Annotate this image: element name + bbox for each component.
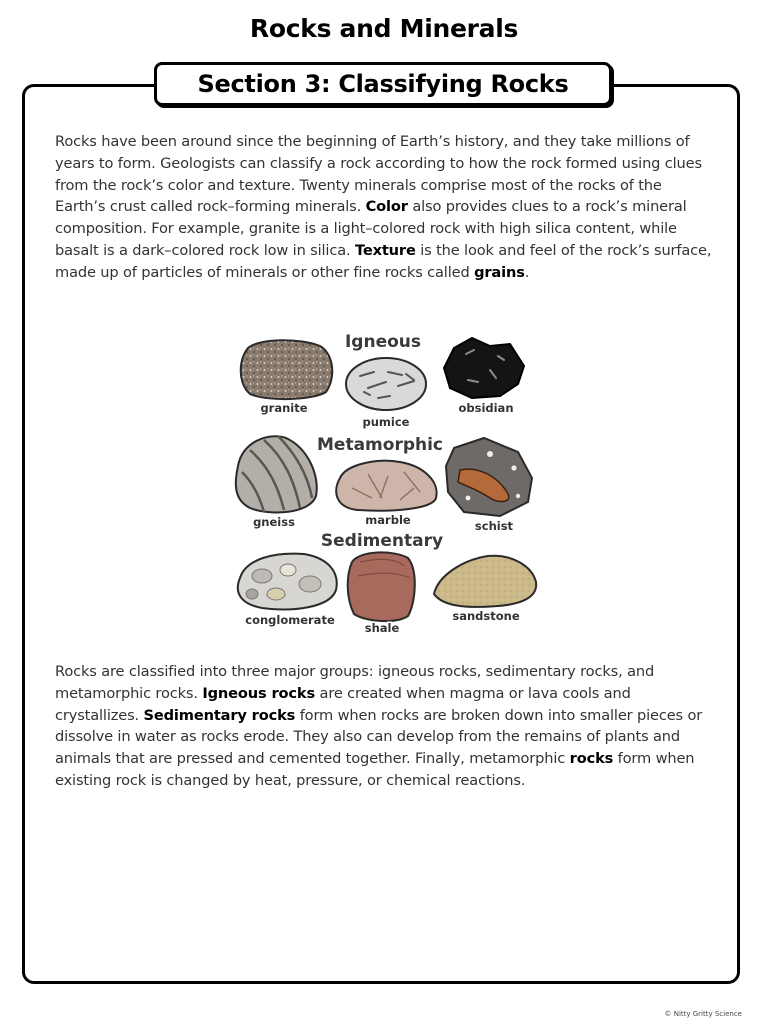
para2-text-2: are created when magma or lava cools and crystallizes. bbox=[55, 684, 631, 724]
pumice-label: pumice bbox=[362, 415, 410, 429]
para1-text-4: . bbox=[524, 263, 530, 281]
copyright-notice: © Nitty Gritty Science bbox=[664, 1010, 742, 1018]
pumice-rock-image bbox=[346, 358, 426, 410]
schist-label: schist bbox=[474, 519, 514, 533]
classification-paragraph bbox=[55, 661, 715, 792]
term-rocks: rocks bbox=[569, 750, 614, 768]
shale-label: shale bbox=[364, 621, 400, 635]
term-texture: Texture bbox=[354, 241, 416, 259]
document-title: Rocks and Minerals bbox=[249, 14, 519, 43]
para2-text-4: form when existing rock is changed by heat, pressure, or chemical reactions. bbox=[55, 750, 695, 789]
para2-text-1: Rocks are classified into three major groups: igneous rocks, sedimentary rocks, and metamorphic rocks. bbox=[55, 663, 655, 702]
intro-paragraph bbox=[55, 131, 715, 284]
conglomerate-rock-image bbox=[238, 554, 337, 610]
gneiss-label: gneiss bbox=[253, 515, 295, 529]
granite-label: granite bbox=[260, 401, 308, 415]
para1-text-2: also provides clues to a rock’s mineral composition. For example, granite is a light–colored rock with high silica content, while basalt is a dark–colored rock low in silica. bbox=[55, 198, 687, 259]
term-grains: grains bbox=[474, 263, 525, 281]
obsidian-label: obsidian bbox=[458, 401, 514, 415]
obsidian-rock-image bbox=[444, 338, 524, 398]
para2-text-3: form when rocks are broken down into smaller pieces or dissolve in water as rocks erode. They also can develop from the remains of plants and animals that are pressed and cemented together. Finally, metamorphic bbox=[55, 706, 703, 768]
term-sedimentary-rocks: Sedimentary rocks bbox=[143, 706, 296, 724]
sandstone-rock-image bbox=[434, 556, 536, 607]
metamorphic-heading: Metamorphic bbox=[317, 435, 443, 455]
shale-rock-image bbox=[348, 552, 415, 621]
granite-rock-image bbox=[241, 340, 333, 399]
conglomerate-label: conglomerate bbox=[245, 613, 335, 627]
para1-text-3: is the look and feel of the rock’s surface, made up of particles of minerals or other fine rocks called bbox=[55, 241, 712, 281]
section-title: Section 3: Classifying Rocks bbox=[154, 62, 612, 106]
para1-text-1: Rocks have been around since the beginning of Earth’s history, and they take millions of years to form. Geologists can classify a rock according to how the rock formed using clues from the rock’s color and texture. Twenty minerals comprise most of the rocks of the Earth’s crust called rock–forming minerals. bbox=[55, 133, 702, 216]
sedimentary-heading: Sedimentary bbox=[320, 531, 444, 551]
sandstone-label: sandstone bbox=[452, 609, 520, 623]
schist-rock-image bbox=[446, 438, 532, 516]
rock-types-figure bbox=[228, 326, 548, 638]
marble-label: marble bbox=[365, 513, 411, 527]
gneiss-rock-image bbox=[236, 436, 317, 512]
term-color: Color bbox=[365, 198, 408, 216]
term-igneous-rocks: Igneous rocks bbox=[202, 684, 316, 702]
igneous-heading: Igneous bbox=[344, 332, 422, 352]
marble-rock-image bbox=[336, 461, 436, 511]
